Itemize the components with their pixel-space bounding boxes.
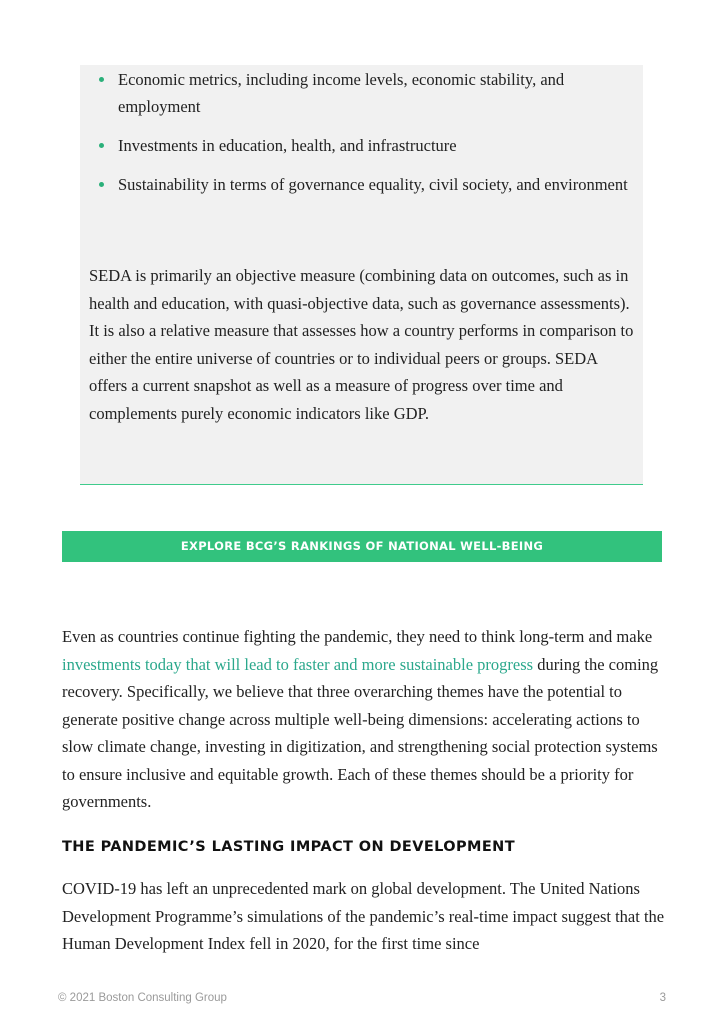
bullet-dot-icon [99, 143, 104, 148]
seda-description-paragraph: SEDA is primarily an objective measure (combining data on outcomes, such as in health and education, with quasi-objective data, such as governance assessments). It is also a relative measure that assesses how a country performs in comparison to either the entire universe of countries or to individual peers or groups. SEDA offers a current snapshot as well as a measure of progress over time and complements purely economic indicators like GDP. [89, 266, 634, 423]
list-item-text: Economic metrics, including income levels, economic stability, and employment [118, 70, 565, 116]
intro-paragraph [62, 623, 666, 816]
covid-impact-paragraph: COVID-19 has left an unprecedented mark on global development. The United Nations Development Programme’s simulations of the pandemic’s real-time impact suggest that the Human Development Index fell in 2020, for the first time since [62, 879, 665, 953]
section-heading: THE PANDEMIC’S LASTING IMPACT ON DEVELOPMENT [62, 839, 515, 855]
list-item [99, 132, 629, 159]
bullet-dot-icon [99, 77, 104, 82]
list-item-text: Sustainability in terms of governance equality, civil society, and environment [118, 175, 628, 194]
intro-text-end: during the coming recovery. Specifically, we believe that three overarching themes have the potential to generate positive change across multiple well-being dimensions: accelerating actions to slow climate change, investing in digitization, and strengthening social protection systems to ensure inclusive and equitable growth. Each of these themes should be a priority for governments. [62, 654, 659, 811]
page-number: 3 [659, 992, 666, 1004]
explore-rankings-button[interactable]: EXPLORE BCG’S RANKINGS OF NATIONAL WELL-BEING [62, 531, 662, 562]
list-item [99, 66, 629, 120]
bullet-dot-icon [99, 182, 104, 187]
seda-callout-box [80, 65, 643, 485]
intro-text-start: Even as countries continue fighting the pandemic, they need to think long-term and make [62, 627, 653, 646]
list-item [99, 171, 629, 198]
list-item-text: Investments in education, health, and infrastructure [118, 136, 457, 155]
footer-copyright: © 2021 Boston Consulting Group [58, 992, 227, 1004]
sustainable-progress-link[interactable]: investments today that will lead to faster and more sustainable progress [62, 654, 534, 674]
